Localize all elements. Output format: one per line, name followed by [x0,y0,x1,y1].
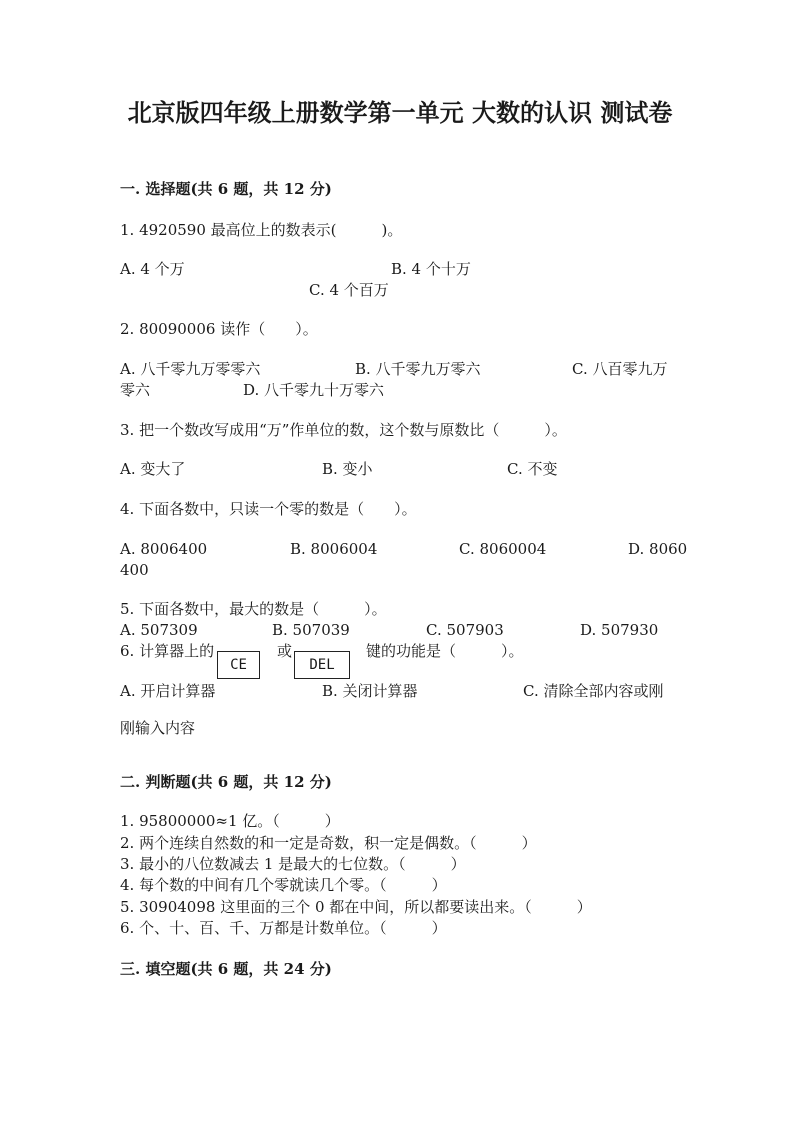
question-3-stem: 3. 把一个数改写成用“万”作单位的数，这个数与原数比（ ）。 [120,421,567,439]
question-1-option-c: C. 4 个百万 [309,281,389,299]
question-6-option-c: C. 清除全部内容或刚 [523,682,664,700]
question-2-option-c: C. 八百零九万 [572,360,668,378]
question-4-option-d: D. 8060 [628,540,688,558]
question-2-option-b: B. 八千零九万零六 [355,360,481,378]
question-6-stem-end: 键的功能是（ ）。 [366,642,524,660]
question-4-stem: 4. 下面各数中，只读一个零的数是（ ）。 [120,500,417,518]
question-4-option-a: A. 8006400 [120,540,208,558]
question-5-option-a: A. 507309 [120,621,198,639]
question-1-option-a: A. 4 个万 [120,260,185,278]
question-2-stem: 2. 80090006 读作（ ）。 [120,320,318,338]
question-3-option-c: C. 不变 [507,460,558,478]
judgement-item: 5. 30904098 这里面的三个 0 都在中间，所以都要读出来。（ ） [120,898,592,916]
judgement-item: 6. 个、十、百、千、万都是计数单位。（ ） [120,919,447,937]
question-5-option-d: D. 507930 [580,621,659,639]
question-5-option-c: C. 507903 [426,621,504,639]
question-6-option-c-cont: 刚输入内容 [120,719,196,737]
question-3-option-b: B. 变小 [322,460,373,478]
question-6-option-b: B. 关闭计算器 [322,682,418,700]
question-5-option-b: B. 507039 [272,621,350,639]
judgement-item: 4. 每个数的中间有几个零就读几个零。（ ） [120,876,447,894]
question-6-stem-start: 6. 计算器上的 [120,642,215,660]
question-3-option-a: A. 变大了 [120,460,186,478]
question-1-option-b: B. 4 个十万 [391,260,471,278]
question-2-option-d: D. 八千零九十万零六 [243,381,385,399]
judgement-item: 2. 两个连续自然数的和一定是奇数，积一定是偶数。（ ） [120,834,537,852]
question-6-or: 或 [277,642,293,660]
question-5-stem: 5. 下面各数中，最大的数是（ ）。 [120,600,387,618]
ce-key: CE [217,651,260,679]
question-4-option-d-cont: 400 [120,561,149,579]
section-heading-judgement: 二. 判断题(共 6 题，共 12 分) [120,773,332,791]
page-title: 北京版四年级上册数学第一单元 大数的认识 测试卷 [127,98,673,127]
question-2-option-a: A. 八千零九万零零六 [120,360,261,378]
question-2-option-c-cont: 零六 [120,381,151,399]
section-heading-fill-in: 三. 填空题(共 6 题，共 24 分) [120,960,332,978]
judgement-item: 3. 最小的八位数减去 1 是最大的七位数。（ ） [120,855,466,873]
question-4-option-b: B. 8006004 [290,540,378,558]
question-6-option-a: A. 开启计算器 [120,682,216,700]
question-4-option-c: C. 8060004 [459,540,547,558]
judgement-item: 1. 95800000≈1 亿。（ ） [120,812,340,830]
del-key: DEL [294,651,350,679]
section-heading-choice: 一. 选择题(共 6 题，共 12 分) [120,180,332,198]
question-1-stem: 1. 4920590 最高位上的数表示( )。 [120,221,403,239]
